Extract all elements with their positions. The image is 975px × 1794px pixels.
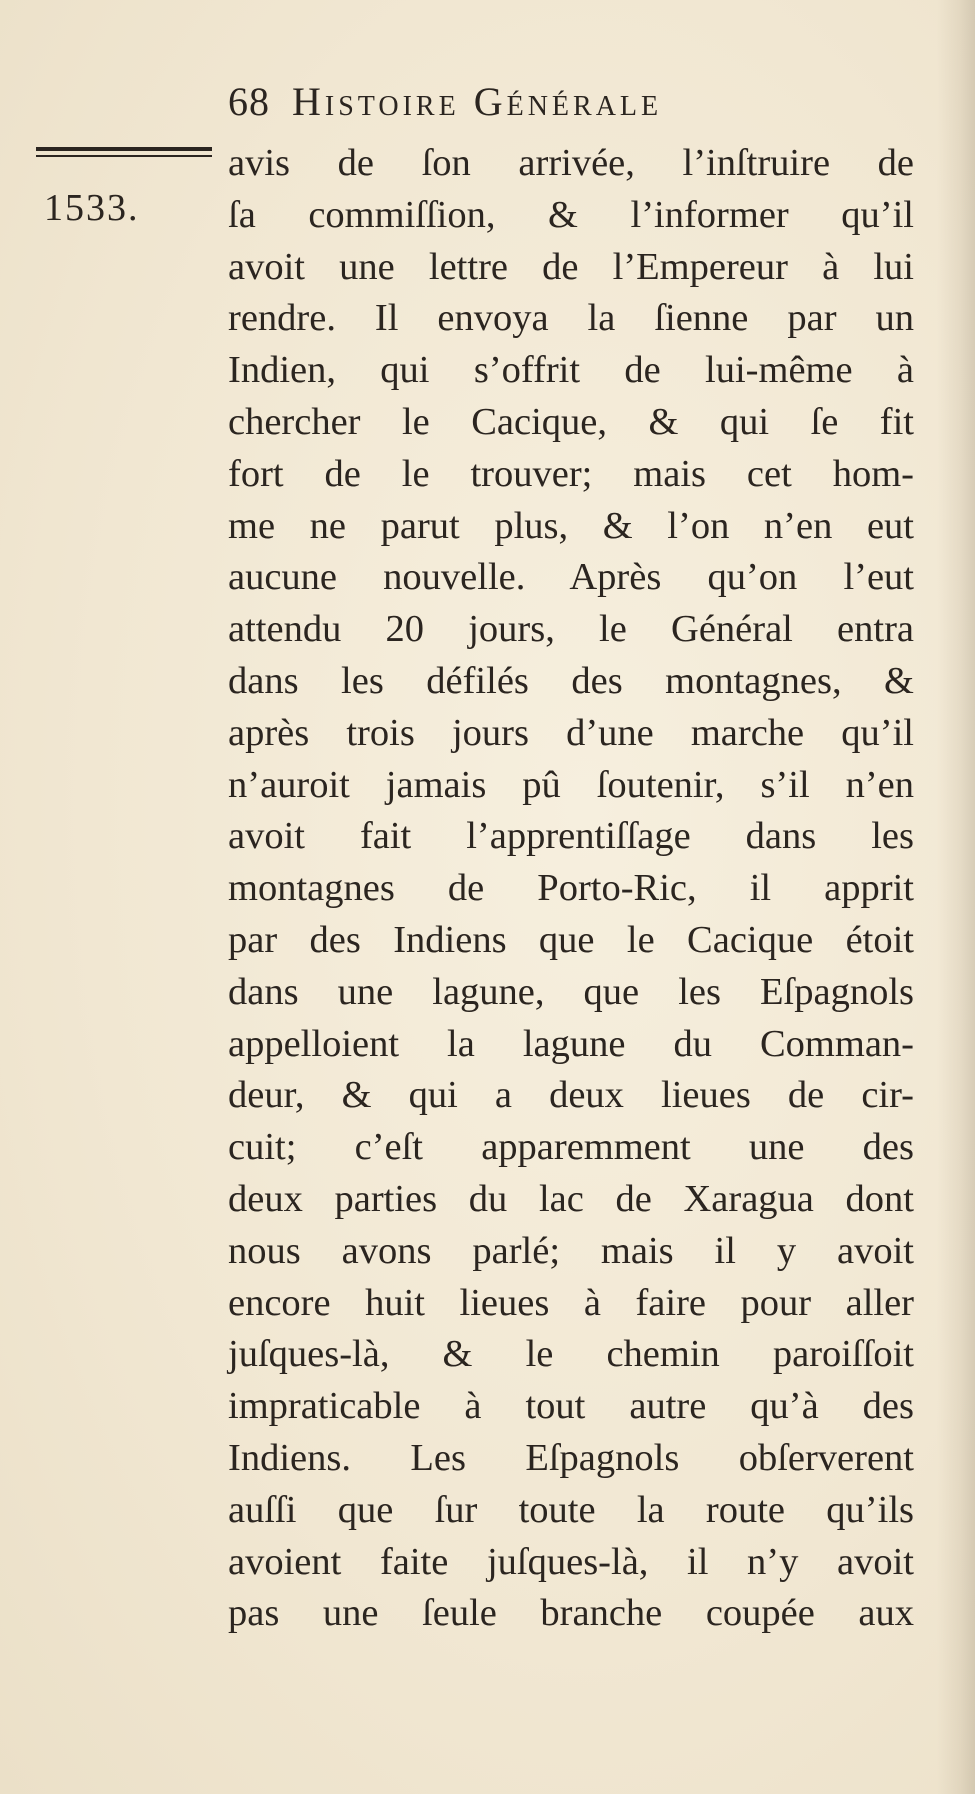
text-line: avoit une lettre de l’Empereur à lui [228,245,914,288]
text-line: appelloient la lagune du Comman- [228,1022,914,1065]
text-line: nous avons parlé; mais il y avoit [228,1229,914,1272]
text-line: aucune nouvelle. Après qu’on l’eut [228,556,914,599]
text-line: pas une ſeule branche coupée aux [228,1592,914,1635]
text-line: avoient faite juſques-là, il n’y avoit [228,1540,914,1583]
text-line: Indien, qui s’offrit de lui-même à [228,349,914,392]
text-line: chercher le Cacique, & qui ſe fit [228,400,914,443]
body-text [228,138,914,1640]
page-header [228,78,888,138]
text-line: encore huit lieues à faire pour aller [228,1281,914,1324]
text-line: me ne parut plus, & l’on n’en eut [228,504,914,547]
running-title: Histoire Générale [292,79,663,124]
text-line: dans les défilés des montagnes, & [228,659,914,702]
section-rule [36,147,212,157]
text-line: deur, & qui a deux lieues de cir- [228,1074,914,1117]
text-line: n’auroit jamais pû ſoutenir, s’il n’en [228,763,914,806]
text-line: auſſi que ſur toute la route qu’ils [228,1488,914,1531]
text-line: deux parties du lac de Xaragua dont [228,1177,914,1220]
margin-year-note: 1533. [44,187,140,229]
text-line: avoit fait l’apprentiſſage dans les [228,815,914,858]
text-line: montagnes de Porto-Ric, il apprit [228,867,914,910]
text-line: impraticable à tout autre qu’à des [228,1385,914,1428]
text-line: Indiens. Les Eſpagnols obſerverent [228,1436,914,1479]
page-gutter-shadow [937,0,975,1794]
text-line: ſa commiſſion, & l’informer qu’il [228,193,914,236]
text-line: rendre. Il envoya la ſienne par un [228,297,914,340]
text-line: cuit; c’eſt apparemment une des [228,1126,914,1169]
text-line: dans une lagune, que les Eſpagnols [228,970,914,1013]
page-number: 68 [228,79,270,124]
text-line: avis de ſon arrivée, l’inſtruire de [228,142,914,184]
text-line: juſques-là, & le chemin paroiſſoit [228,1333,914,1376]
text-line: par des Indiens que le Cacique étoit [228,918,914,961]
text-line: après trois jours d’une marche qu’il [228,711,914,754]
text-line: attendu 20 jours, le Général entra [228,608,914,651]
text-line: fort de le trouver; mais cet hom- [228,452,914,495]
